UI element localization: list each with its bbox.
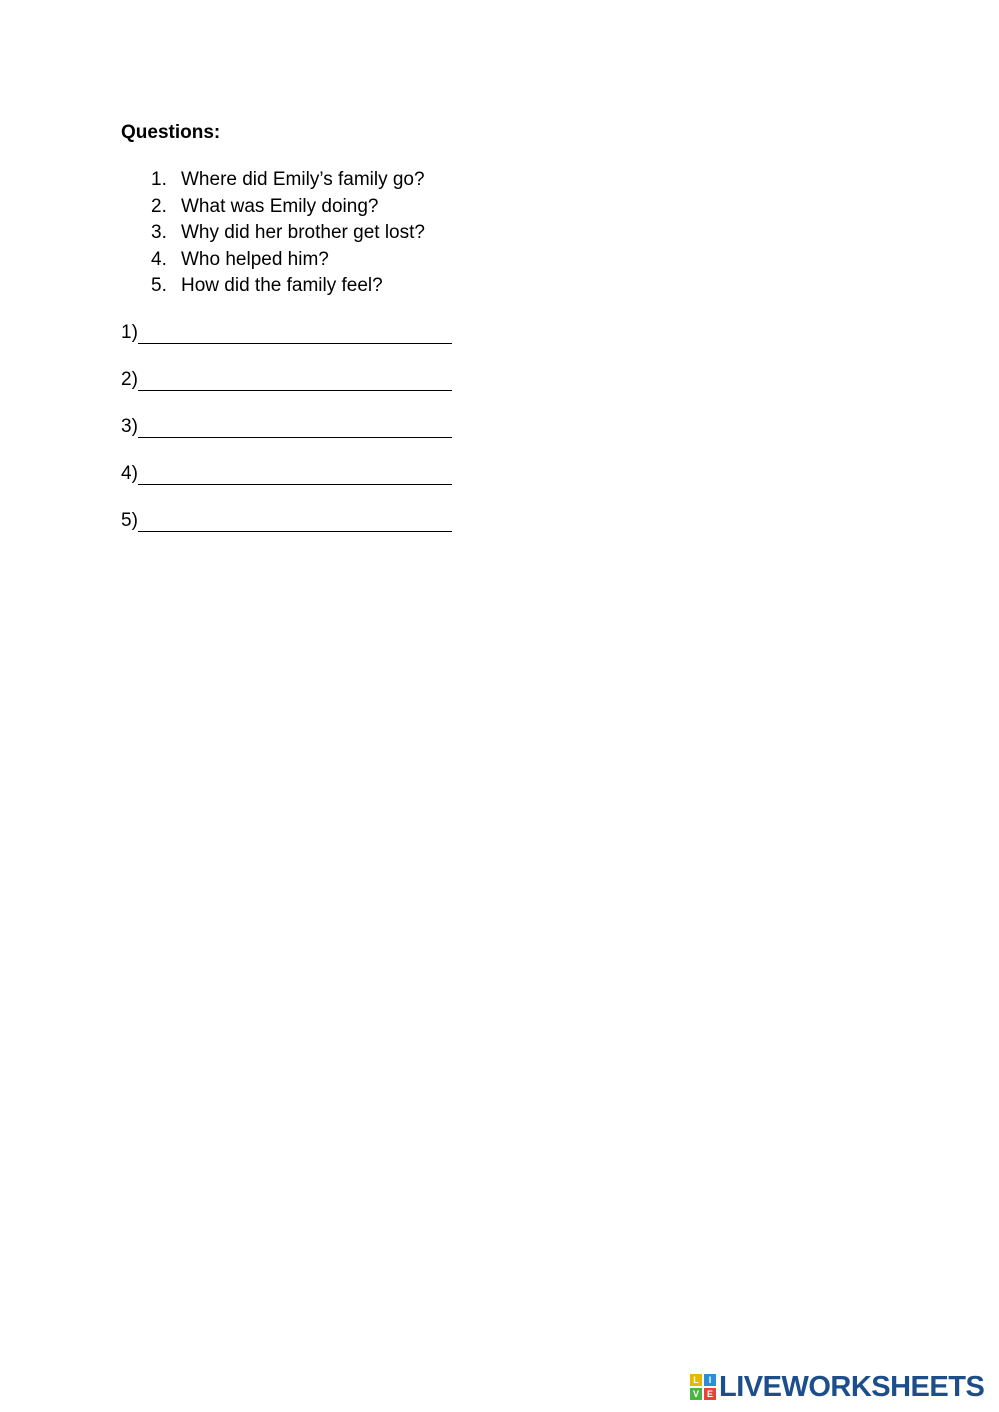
question-text: What was Emily doing?	[181, 195, 379, 217]
logo-tile: V	[690, 1388, 702, 1400]
question-number: 1.	[151, 169, 167, 190]
liveworksheets-logo	[690, 1372, 984, 1402]
logo-tile: E	[704, 1388, 716, 1400]
answer-blank[interactable]	[138, 484, 452, 485]
answer-blank[interactable]	[138, 437, 452, 438]
question-number: 2.	[151, 195, 167, 217]
logo-wordmark: LIVEWORKSHEETS	[719, 1371, 985, 1403]
answer-blank[interactable]	[138, 343, 452, 344]
question-number: 4.	[151, 248, 167, 270]
answer-blank[interactable]	[138, 390, 452, 391]
answer-label: 3)	[121, 416, 138, 437]
question-text: Why did her brother get lost?	[181, 222, 425, 243]
question-number: 5.	[151, 275, 167, 296]
answer-label: 5)	[121, 510, 138, 531]
answer-label: 4)	[121, 463, 138, 484]
answer-label: 2)	[121, 369, 138, 390]
question-number: 3.	[151, 222, 167, 243]
answer-label: 1)	[121, 322, 138, 343]
answer-blank[interactable]	[138, 531, 452, 532]
liveworksheets-logo-icon	[690, 1374, 716, 1400]
question-text: How did the family feel?	[181, 275, 383, 296]
questions-heading: Questions:	[121, 122, 221, 143]
question-text: Who helped him?	[181, 248, 329, 270]
logo-tile: I	[704, 1374, 716, 1386]
question-text: Where did Emily’s family go?	[181, 169, 425, 190]
logo-tile: L	[690, 1374, 702, 1386]
